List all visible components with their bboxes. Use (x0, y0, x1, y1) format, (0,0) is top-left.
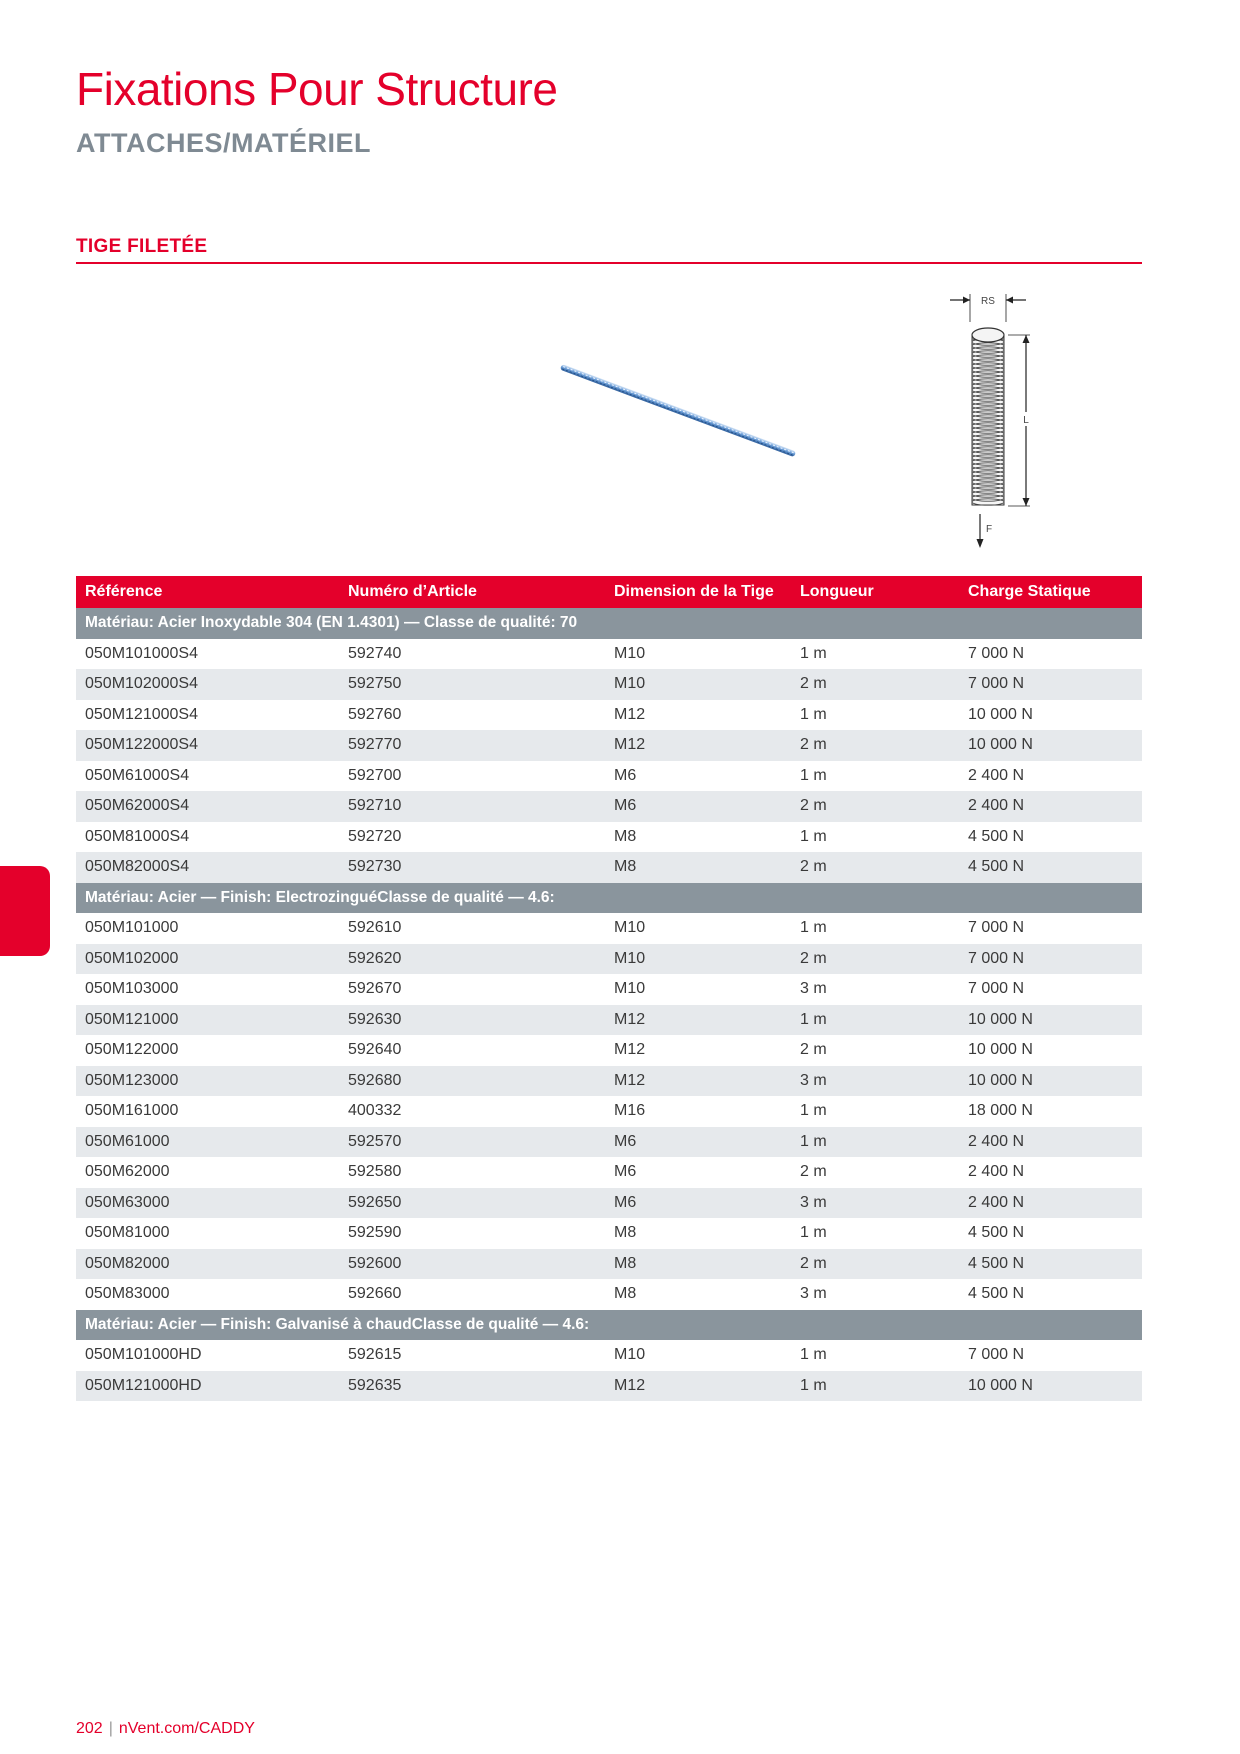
cell-reference: 050M121000 (76, 1005, 339, 1036)
cell-reference: 050M101000 (85, 919, 179, 937)
table-row (76, 669, 1142, 700)
cell-length: 2 m (791, 1249, 959, 1280)
cell-static-load: 4 500 N (968, 827, 1025, 845)
cell-length: 3 m (791, 1066, 959, 1097)
cell-rod-size: M6 (614, 766, 637, 784)
cell-length: 1 m (800, 705, 827, 723)
cell-article-number: 592760 (348, 705, 402, 723)
table-row (76, 791, 1142, 822)
footer (76, 1720, 255, 1738)
column-header-length: Longueur (791, 576, 959, 608)
cell-rod-size: M6 (614, 1163, 637, 1181)
cell-reference: 050M102000 (76, 944, 339, 975)
cell-article-number: 592570 (339, 1127, 605, 1158)
cell-static-load: 7 000 N (968, 919, 1025, 937)
table-row (76, 974, 1142, 1005)
cell-article-number: 592660 (348, 1285, 402, 1303)
cell-length: 1 m (800, 827, 827, 845)
cell-length: 3 m (791, 1188, 959, 1219)
dimension-diagram (948, 292, 1048, 557)
cell-static-load: 7 000 N (959, 669, 1142, 700)
group-label: Matériau: Acier Inoxydable 304 (EN 1.4301) — Classe de qualité: 70 (76, 608, 1142, 639)
cell-article-number: 592680 (339, 1066, 605, 1097)
cell-article-number: 592740 (348, 644, 402, 662)
cell-article-number: 592670 (348, 980, 402, 998)
table-row (76, 1005, 1142, 1036)
cell-length: 2 m (800, 1163, 827, 1181)
cell-reference: 050M122000 (85, 1041, 179, 1059)
page-number: 202 (76, 1720, 103, 1737)
cell-reference: 050M102000S4 (76, 669, 339, 700)
cell-static-load: 7 000 N (959, 944, 1142, 975)
cell-article-number: 592730 (339, 852, 605, 883)
table-row (76, 1157, 1142, 1188)
table-row (76, 1127, 1142, 1158)
cell-reference: 050M62000 (85, 1163, 170, 1181)
cell-reference: 050M121000HD (76, 1371, 339, 1402)
cell-article-number: 592590 (348, 1224, 402, 1242)
cell-length: 2 m (791, 730, 959, 761)
cell-length: 1 m (791, 1371, 959, 1402)
cell-length: 2 m (800, 1041, 827, 1059)
cell-static-load: 4 500 N (968, 1224, 1025, 1242)
cell-length: 1 m (800, 766, 827, 784)
cell-article-number: 592770 (339, 730, 605, 761)
cell-length: 1 m (800, 919, 827, 937)
cell-rod-size: M10 (605, 944, 791, 975)
cell-reference: 050M123000 (76, 1066, 339, 1097)
cell-article-number: 592710 (339, 791, 605, 822)
cell-static-load: 7 000 N (968, 1346, 1025, 1364)
cell-rod-size: M12 (605, 1066, 791, 1097)
cell-reference: 050M81000 (85, 1224, 170, 1242)
cell-article-number: 592635 (339, 1371, 605, 1402)
table-row (76, 700, 1142, 731)
cell-static-load: 4 500 N (959, 1249, 1142, 1280)
column-header-reference: Référence (76, 576, 339, 608)
table-group-row (76, 1310, 1142, 1341)
cell-article-number: 592580 (348, 1163, 402, 1181)
cell-rod-size: M6 (605, 1127, 791, 1158)
cell-rod-size: M8 (605, 852, 791, 883)
table-group-row (76, 883, 1142, 914)
cell-rod-size: M8 (614, 827, 637, 845)
cell-rod-size: M16 (614, 1102, 646, 1120)
cell-length: 2 m (791, 669, 959, 700)
side-tab (0, 866, 50, 956)
cell-article-number: 592700 (348, 766, 402, 784)
section-divider (76, 262, 1142, 264)
cell-reference: 050M161000 (85, 1102, 179, 1120)
footer-link[interactable]: nVent.com/CADDY (118, 1720, 255, 1737)
cell-article-number: 592630 (339, 1005, 605, 1036)
cell-article-number: 592750 (339, 669, 605, 700)
table-row (76, 944, 1142, 975)
cell-rod-size: M12 (605, 1371, 791, 1402)
cell-article-number: 592600 (339, 1249, 605, 1280)
cell-static-load: 2 400 N (968, 766, 1025, 784)
cell-static-load: 7 000 N (968, 644, 1025, 662)
table-row (76, 913, 1142, 944)
table-row (76, 761, 1142, 792)
cell-length: 1 m (800, 1102, 827, 1120)
cell-static-load: 10 000 N (959, 1005, 1142, 1036)
cell-rod-size: M6 (605, 1188, 791, 1219)
cell-rod-size: M8 (614, 1224, 637, 1242)
table-row (76, 1066, 1142, 1097)
cell-length: 3 m (800, 1285, 827, 1303)
cell-rod-size: M12 (614, 705, 646, 723)
cell-static-load: 2 400 N (959, 1127, 1142, 1158)
cell-rod-size: M10 (614, 1346, 646, 1364)
page-title: Fixations Pour Structure (76, 63, 558, 115)
cell-static-load: 2 400 N (959, 1188, 1142, 1219)
cell-static-load: 7 000 N (968, 980, 1025, 998)
table-row (76, 822, 1142, 853)
cell-article-number: 592640 (348, 1041, 402, 1059)
cell-article-number: 592650 (339, 1188, 605, 1219)
table-row (76, 1188, 1142, 1219)
cell-static-load: 10 000 N (959, 730, 1142, 761)
column-header-rod-size: Dimension de la Tige (605, 576, 791, 608)
cell-length: 2 m (791, 791, 959, 822)
table-row (76, 639, 1142, 670)
cell-reference: 050M82000 (76, 1249, 339, 1280)
cell-reference: 050M121000S4 (85, 705, 198, 723)
cell-reference: 050M101000S4 (85, 644, 198, 662)
table-header-row (76, 576, 1142, 608)
cell-reference: 050M82000S4 (76, 852, 339, 883)
cell-length: 1 m (791, 1005, 959, 1036)
cell-reference: 050M103000 (85, 980, 179, 998)
cell-static-load: 4 500 N (959, 852, 1142, 883)
table-row (76, 1035, 1142, 1066)
group-label: Matériau: Acier — Finish: Galvanisé à chaudClasse de qualité — 4.6: (76, 1310, 1142, 1341)
cell-length: 2 m (791, 852, 959, 883)
cell-static-load: 10 000 N (959, 1066, 1142, 1097)
cell-reference: 050M63000 (76, 1188, 339, 1219)
cell-static-load: 18 000 N (968, 1102, 1033, 1120)
footer-separator: | (108, 1720, 113, 1737)
group-label: Matériau: Acier — Finish: ElectrozinguéClasse de qualité — 4.6: (76, 883, 1142, 914)
cell-rod-size: M10 (614, 644, 646, 662)
cell-rod-size: M12 (614, 1041, 646, 1059)
table-row (76, 1249, 1142, 1280)
page-subtitle: ATTACHES/MATÉRIEL (76, 128, 371, 158)
spec-table (76, 576, 1142, 1401)
cell-rod-size: M12 (605, 730, 791, 761)
cell-length: 1 m (800, 1346, 827, 1364)
cell-length: 1 m (791, 1127, 959, 1158)
cell-article-number: 592615 (348, 1346, 402, 1364)
cell-rod-size: M12 (605, 1005, 791, 1036)
rs-label: RS (981, 296, 995, 307)
cell-rod-size: M10 (614, 980, 646, 998)
cell-reference: 050M83000 (85, 1285, 170, 1303)
table-row (76, 1340, 1142, 1371)
cell-reference: 050M122000S4 (76, 730, 339, 761)
table-row (76, 1096, 1142, 1127)
table-row (76, 1279, 1142, 1310)
cell-static-load: 2 400 N (959, 791, 1142, 822)
cell-rod-size: M8 (614, 1285, 637, 1303)
table-row (76, 1371, 1142, 1402)
section-title: TIGE FILETÉE (76, 236, 208, 257)
cell-rod-size: M6 (605, 791, 791, 822)
cell-reference: 050M101000HD (85, 1346, 202, 1364)
cell-length: 3 m (800, 980, 827, 998)
table-row (76, 1218, 1142, 1249)
cell-rod-size: M10 (614, 919, 646, 937)
f-label: F (985, 524, 993, 535)
cell-static-load: 2 400 N (968, 1163, 1025, 1181)
cell-rod-size: M8 (605, 1249, 791, 1280)
cell-length: 1 m (800, 644, 827, 662)
cell-length: 2 m (791, 944, 959, 975)
cell-static-load: 4 500 N (968, 1285, 1025, 1303)
table-group-row (76, 608, 1142, 639)
cell-reference: 050M61000 (76, 1127, 339, 1158)
cell-length: 1 m (800, 1224, 827, 1242)
cell-reference: 050M81000S4 (85, 827, 190, 845)
cell-static-load: 10 000 N (959, 1371, 1142, 1402)
cell-article-number: 400332 (348, 1102, 402, 1120)
cell-static-load: 10 000 N (968, 705, 1033, 723)
column-header-article-number: Numéro d’Article (339, 576, 605, 608)
cell-reference: 050M61000S4 (85, 766, 190, 784)
cell-article-number: 592610 (348, 919, 402, 937)
cell-reference: 050M62000S4 (76, 791, 339, 822)
cell-article-number: 592720 (348, 827, 402, 845)
column-header-static-load: Charge Statique (959, 576, 1142, 608)
table-row (76, 730, 1142, 761)
l-label: L (1023, 415, 1029, 426)
table-row (76, 852, 1142, 883)
cell-article-number: 592620 (339, 944, 605, 975)
cell-rod-size: M10 (605, 669, 791, 700)
threaded-rod-image (560, 358, 810, 473)
cell-static-load: 10 000 N (968, 1041, 1033, 1059)
